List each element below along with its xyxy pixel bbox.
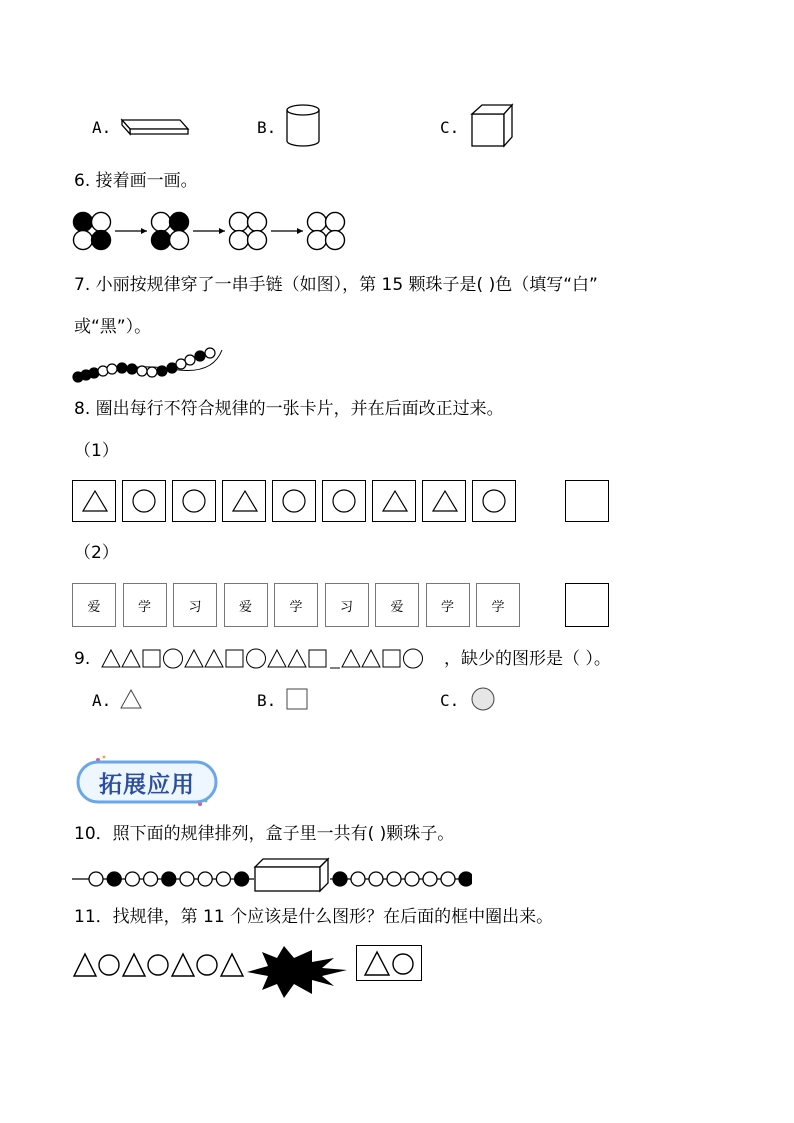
bead [180, 872, 194, 886]
triangle-icon [102, 650, 120, 667]
bead [162, 872, 176, 886]
q9-suffix: ，缺少的图形是（ ）。 [444, 649, 611, 669]
circle-icon [483, 490, 505, 512]
circle-icon [148, 955, 168, 975]
section-title: 拓展应用 [99, 772, 195, 798]
bead [235, 872, 249, 886]
bead [147, 367, 157, 377]
flat-cuboid-figure [118, 112, 190, 138]
q9-prefix: 9. [74, 649, 91, 669]
bracelet-beads-figure [72, 344, 232, 386]
circle-icon [183, 490, 205, 512]
bead [98, 366, 108, 376]
circle-icon [333, 490, 355, 512]
triangle-icon [221, 954, 243, 976]
triangle-icon [362, 650, 380, 667]
bead [195, 351, 205, 361]
square-icon [309, 650, 326, 667]
triangle-icon [233, 491, 257, 511]
q5-option-a-label: A. [92, 118, 112, 137]
q5-option-c-label: C. [440, 118, 460, 137]
q8-row2-card[interactable]: 学 [426, 583, 470, 627]
flower-icon [73, 212, 110, 249]
q8-row1-card[interactable] [172, 480, 216, 522]
q8-row2-card[interactable]: 爱 [72, 583, 116, 627]
q9-option-c-label: C. [440, 691, 460, 710]
triangle-icon [83, 491, 107, 511]
bead [185, 355, 195, 365]
circle-icon [393, 954, 413, 974]
q8-row1-card[interactable] [372, 480, 416, 522]
triangle-icon [288, 650, 306, 667]
triangle-icon [383, 491, 407, 511]
triangle-icon [205, 650, 223, 667]
q8-title: 8. 圈出每行不符合规律的一张卡片，并在后面改正过来。 [74, 399, 504, 419]
q8-row1-answer-box[interactable] [565, 480, 609, 522]
flower-icon [307, 212, 344, 249]
circle-icon [133, 490, 155, 512]
flower-icon [229, 212, 266, 249]
hidden-beads-box [255, 859, 328, 891]
bead [137, 366, 147, 376]
arrow-icon [271, 228, 303, 234]
q8-row2-card[interactable]: 学 [123, 583, 167, 627]
q9-option-b-label: B. [257, 691, 277, 710]
triangle-icon [342, 650, 360, 667]
q5-option-b-label: B. [257, 118, 277, 137]
triangle-icon [123, 954, 145, 976]
bead [125, 872, 139, 886]
bead [333, 872, 347, 886]
section-header-badge [72, 752, 222, 810]
bead [205, 348, 215, 358]
cylinder-figure [285, 103, 323, 149]
triangle-icon [74, 954, 96, 976]
circle-icon [283, 490, 305, 512]
q8-row2-label: （2） [74, 543, 119, 563]
bead [369, 872, 383, 886]
triangle-icon [119, 688, 143, 712]
q8-row1-card[interactable] [272, 480, 316, 522]
flower-sequence [72, 210, 362, 252]
circle-icon [164, 649, 183, 668]
q8-row1-card[interactable] [72, 480, 116, 522]
flower-icon [151, 212, 188, 249]
triangle-icon [185, 650, 203, 667]
triangle-icon [172, 954, 194, 976]
cube-figure [470, 103, 516, 149]
bead [216, 872, 230, 886]
square-icon [143, 650, 160, 667]
circle-icon [247, 649, 266, 668]
q8-row1-card[interactable] [422, 480, 466, 522]
triangle-icon [433, 491, 457, 511]
q7-text-line2: 或“黑”）。 [74, 317, 152, 337]
bead [89, 872, 103, 886]
square-icon [383, 650, 400, 667]
bead [117, 363, 127, 373]
triangle-icon [268, 650, 286, 667]
q8-row2-card[interactable]: 习 [325, 583, 369, 627]
q8-row1-label: （1） [74, 441, 119, 461]
q8-row2-card[interactable]: 爱 [224, 583, 268, 627]
bead [423, 872, 437, 886]
covered-burst-icon [247, 946, 347, 998]
q8-row2-card[interactable]: 爱 [375, 583, 419, 627]
bead [459, 872, 472, 886]
q8-row2-card[interactable]: 习 [173, 583, 217, 627]
square-icon [285, 688, 309, 712]
triangle-icon [365, 952, 389, 975]
q11-text: 11．找规律，第 11 个应该是什么图形？在后面的框中圈出来。 [74, 907, 554, 927]
bead-string-with-box [72, 855, 472, 897]
bead [107, 364, 117, 374]
bead [127, 364, 137, 374]
bead [387, 872, 401, 886]
arrow-icon [115, 228, 147, 234]
q9-option-a-label: A. [92, 691, 112, 710]
q8-row2-card[interactable]: 学 [476, 583, 520, 627]
bead [89, 368, 99, 378]
bead [144, 872, 158, 886]
circle-icon [99, 955, 119, 975]
circle-icon [404, 649, 423, 668]
q9-shape-sequence [100, 645, 445, 673]
triangle-icon [122, 650, 140, 667]
bead [198, 872, 212, 886]
q8-row1-card[interactable] [122, 480, 166, 522]
circle-icon [470, 686, 498, 714]
bead [157, 366, 167, 376]
arrow-icon [193, 228, 225, 234]
q8-row1-card[interactable] [472, 480, 516, 522]
bead [107, 872, 121, 886]
q6-text: 6. 接着画一画。 [74, 171, 198, 191]
q7-text-line1: 7. 小丽按规律穿了一串手链（如图），第 15 颗珠子是( )色（填写“白” [74, 275, 598, 295]
bead [405, 872, 419, 886]
bead [351, 872, 365, 886]
q8-row2-answer-box[interactable] [565, 583, 609, 627]
q8-row1-card[interactable] [322, 480, 366, 522]
square-icon [226, 650, 243, 667]
bead [441, 872, 455, 886]
circle-icon [197, 955, 217, 975]
q8-row2-card[interactable]: 学 [274, 583, 318, 627]
q10-text: 10．照下面的规律排列，盒子里一共有( )颗珠子。 [74, 824, 455, 844]
q11-answer-box[interactable] [356, 945, 422, 981]
q8-row1-card[interactable] [222, 480, 266, 522]
